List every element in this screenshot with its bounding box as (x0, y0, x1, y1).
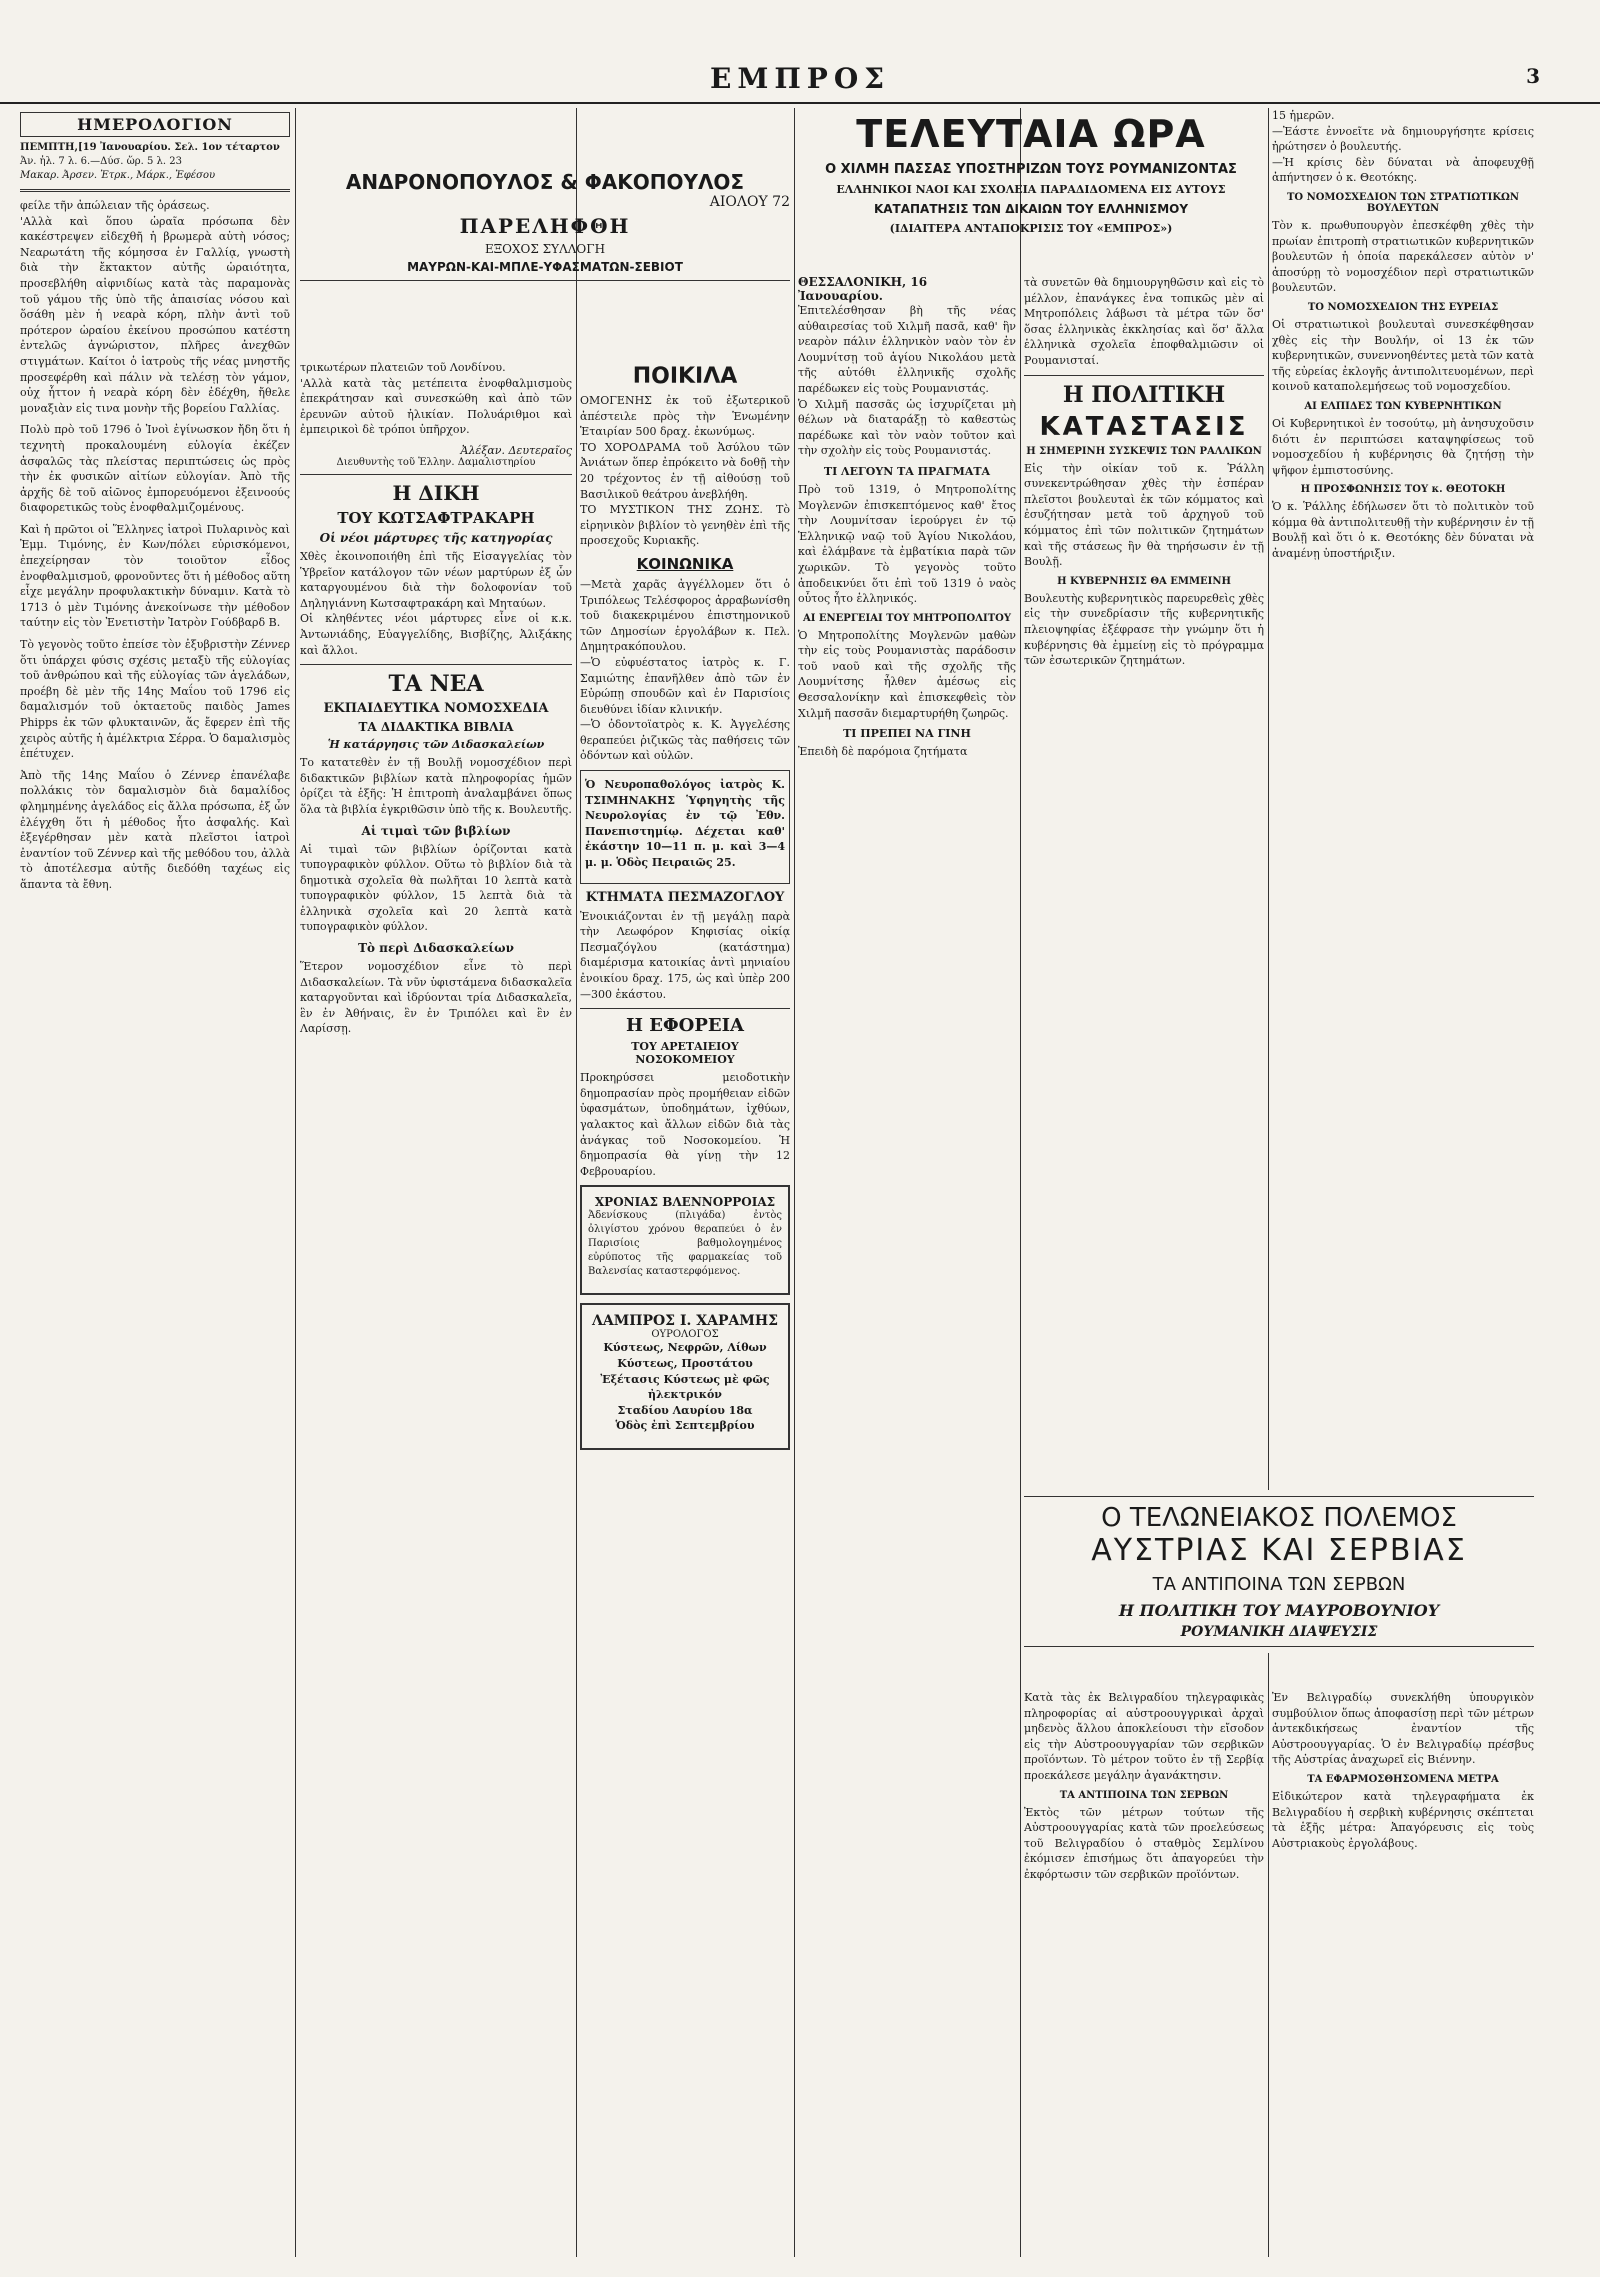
almanac-saints: Μακαρ. Ἀρσεν. Ἐτρκ., Μάρκ., Ἐφέσου (20, 170, 216, 181)
page-number: 3 (1526, 64, 1540, 88)
news-lead: Ἡ κατάργησις τῶν Διδασκαλείων (327, 738, 545, 752)
ad-subline: ΕΞΟΧΟΣ ΣΥΛΛΟΓΗ (484, 242, 606, 256)
doctor-notice (580, 770, 790, 884)
dateline: ΘΕΣΣΑΛΟΝΙΚΗ, 16 Ἰανουαρίου. (798, 275, 928, 303)
war-story-header (1024, 1490, 1534, 1653)
article-paragraph: Βουλευτὴς κυβερνητικὸς παρευρεθεὶς χθὲς εἰς τὴν συνεδρίασιν τῆς κυβερνητικῆς πλειοψηφίας ἐξέφρασε τὴν γνώμην ὅτι ἡ κυβέρνησις θὰ ἐμμείνῃ εἰς τὸ πρόγραμμα τῶν ἐσωτερικῶν ζητημάτων. (1024, 591, 1268, 668)
ad-street: ΑΙΟΛΟΥ 72 (709, 194, 790, 210)
politics-subheadline: Η ΣΗΜΕΡΙΝΗ ΣΥΣΚΕΨΙΣ ΤΩΝ ΡΑΛΛΙΚΩΝ (1026, 445, 1262, 457)
war-subheadline: ΤΑ ΑΝΤΙΠΟΙΝΑ ΤΩΝ ΣΕΡΒΩΝ (1152, 1574, 1406, 1595)
article-paragraph: Πολὺ πρὸ τοῦ 1796 ὁ Ἰνοὶ ἐγίνωσκον ἤδη ὅτι ἡ τεχνητὴ προκαλουμένη εὐλογία ἐκέζεν ἀσφαλῶς τὰς πλείστας περιπτώσεις ὡς πρὸς τὴν ἐκ φυσικῶν αἰτίων εὐλογίαν. Ἀπὸ τῆς ἀρχῆς δὲ τοῦ αἰῶνος ἐμπορευόμενοι ἐξεινοούς διαφορετικῶς τοὺς ἐνοφθαλμιζομένους. (20, 423, 294, 515)
article-paragraph: 15 ἡμερῶν. —Ἐάστε ἐννοεῖτε νὰ δημιουργήσητε κρίσεις ἠρώτησεν ὁ βουλευτής. —Ἡ κρίσις δὲν δύναται νὰ ἀποφευχθῇ ἀπήντησεν ὁ κ. Θεοτόκης. (1272, 109, 1534, 185)
ad-subline: ΜΑΥΡΩΝ-ΚΑΙ-ΜΠΛΕ-ΥΦΑΣΜΑΤΩΝ-ΣΕΒΙΟΤ (407, 260, 683, 274)
war-headline: ΑΥΣΤΡΙΑΣ ΚΑΙ ΣΕΡΒΙΑΣ (1091, 1533, 1467, 1568)
trial-deck: Οἱ νέοι μάρτυρες τῆς κατηγορίας (319, 530, 553, 545)
section-heading: ΤΟ ΝΟΜΟΣΧΕΔΙΟΝ ΤΗΣ ΕΥΡΕΙΑΣ (1307, 301, 1499, 313)
advertisement-fabrics (300, 170, 790, 287)
article-paragraph: Τὸ γεγονὸς τοῦτο ἐπείσε τὸν ἐξυβριστὴν Ζέννερ ὅτι ὑπάρχει φύσις σχέσις μεταξὺ τῆς εὐλογίας τοῦ ἀνθρώπου καὶ τῆς εὐλογίας τῶν ἀγελάδων, προέβη δὲ μὲν τῆς 14ης Μαΐου τοῦ 1796 εἰς δαμαλισμόν τοῦ ὀκταετοῦς παιδὸς James Phipps ἐκ τῶν φλυκταινῶν, ἅς ἔφερεν ἐπὶ τῆς χειρὸς αὐτῆς ἡ ἀμέλκτρια Σέρρα. Ὁ δαμαλισμὸς ἐπέτυχεν. (20, 638, 294, 761)
column-rule (1020, 108, 1021, 2257)
column-misc (580, 360, 794, 2257)
ad-text: Ἀδενίσκους (πλιγάδα) ἐντὸς ὀλιγίστου χρόνου θεραπεύει ὁ ἐν Παρισίοις βαθμολογημένος εὐρύποτος τῆς φαρμακείας τοῦ Βαλενσίας καταστερφόμενος. (588, 1210, 786, 1278)
article-paragraph: τρικωτέρων πλατειῶν τοῦ Λονδίνου. 'Αλλὰ κατὰ τὰς μετέπειτα ἐνοφθαλμισμοὺς ἐπεκράτησαν καὶ συνεσκώθη καὶ ἀπὸ τῶν ἐρευνῶν αὐτοῦ ἡλικίαν. Πολυάριθμοι καὶ ἐμπειρικοὶ δὲ τρόποι ὑπῆρχον. (300, 361, 572, 437)
lead-deck: ΚΑΤΑΠΑΤΗΣΙΣ ΤΩΝ ΔΙΚΑΙΩΝ ΤΟΥ ΕΛΛΗΝΙΣΜΟΥ (873, 202, 1189, 216)
divider (580, 1008, 790, 1009)
article-paragraph: Οἱ Κυβερνητικοὶ ἐν τοσούτῳ, μὴ ἀνησυχοῦσιν διότι ἐν περιπτώσει καταψηφίσεως τοῦ νομοσχεδίου ἡ κυβέρνησις θὰ ζητήσῃ τὴν ψῆφον ἐμπιστοσύνης. (1272, 416, 1538, 477)
article-paragraph: Τὸν κ. πρωθυπουργὸν ἐπεσκέφθη χθὲς τὴν πρωίαν ἐπιτροπὴ στρατιωτικῶν κυβερνητικῶν βουλευτῶν ἡ ὁποία παρεκάλεσεν αὐτὸν ν' ἀποσύρῃ τὸ νομοσχέδιον περὶ στρατιωτικῶν βουλευτῶν. (1272, 218, 1538, 295)
news-subheadline: ΕΚΠΑΙΔΕΥΤΙΚΑ ΝΟΜΟΣΧΕΔΙΑ (323, 701, 549, 717)
war-subheadline: Η ΠΟΛΙΤΙΚΗ ΤΟΥ ΜΑΥΡΟΒΟΥΝΙΟΥ (1118, 1601, 1440, 1620)
divider (1024, 375, 1264, 376)
article-paragraph: —Μετὰ χαρᾶς ἀγγέλλομεν ὅτι ὁ Τριπόλεως Τελέσφορος ἀρραβωνίσθη τοῦ διακεκριμένου ἐπιστημονικοῦ τῶν Δημοσίων ἐργολάβων κ. Πελ. Δημητρακόπουλου. —Ὁ εὐφυέστατος ἰατρὸς κ. Γ. Σαμιώτης ἐπανῆλθεν ἀπὸ τῶν ἐν Εὐρώπῃ σπουδῶν καὶ ἐν Παρισίοις διευθύνει ἰδίαν κλινικήν. —Ὁ ὀδοντοϊατρὸς κ. Κ. Ἀγγελέσης θεραπεύει ῥιζικῶς τὰς παθήσεις τῶν ὀδόντων καὶ οὐλῶν. (580, 577, 790, 763)
article-paragraph: Κατὰ τὰς ἐκ Βελιγραδίου τηλεγραφικὰς πληροφορίας αἱ αὐστροουγγρικαὶ ἀρχαὶ μηδενὸς ἄλλου ἀποκλείουσι τὴν εἴσοδον εἰς τὴν Αὐστροουγγαρίαν τῶν σερβικῶν προϊόντων. Τὸ μέτρον τοῦτο ἐν τῇ Σερβίᾳ προεκάλεσε μεγάλην ἀγανάκτησιν. (1024, 1691, 1268, 1782)
section-heading: ΤΙ ΠΡΕΠΕΙ ΝΑ ΓΙΝΗ (843, 727, 971, 741)
section-heading: ΑΙ ΕΛΠΙΔΕΣ ΤΩΝ ΚΥΒΕΡΝΗΤΙΚΩΝ (1304, 400, 1502, 412)
article-paragraph: Ἕτερον νομοσχέδιον εἶνε τὸ περὶ Διδασκαλείων. Τὰ νῦν ὑφιστάμενα διδασκαλεῖα καταργοῦνται καὶ ἱδρύονται τρία Διδασκαλεῖα, ἓν ἐν Ἀθήναις, ἓν ἐν Τριπόλει καὶ ἓν ἐν Λαρίσσῃ. (300, 960, 576, 1036)
trial-subheadline: ΤΟΥ ΚΩΤΣΑΦΤΡΑΚΑΡΗ (337, 508, 535, 527)
news-headline: ΤΑ ΝΕΑ (388, 671, 484, 698)
section-heading: Η ΚΥΒΕΡΝΗΣΙΣ ΘΑ ΕΜΜΕΙΝΗ (1057, 575, 1231, 587)
doctor-notice-text: Ὁ Νευροπαθολόγος ἰατρὸς Κ. ΤΣΙΜΗΝΑΚΗΣ Ὑφηγητὴς τῆς Νευρολογίας ἐν τῷ Ἐθν. Πανεπιστημίῳ. Δέχεται καθ' ἑκάστην 10—11 π. μ. καὶ 3—4 μ. μ. Ὁδὸς Πειραιῶς 25. (585, 778, 789, 870)
section-heading: ΤΑ ΕΦΑΡΜΟΣΘΗΣΟΜΕΝΑ ΜΕΤΡΑ (1307, 1773, 1499, 1785)
advertisement-urologist (580, 1303, 790, 1450)
masthead (0, 0, 1600, 104)
article-paragraph: τὰ συνετῶν θὰ δημιουργηθῶσιν καὶ εἰς τὸ μέλλον, ἐπανάγκες ἐνα τοπικῶς μὲν αἱ Μητροπόλεις λάβωσι τὰ μέτρα τῶν ὅσ' ὅσας ἑλληνικὰς ἐκκλησίας καὶ ὅσ' ἄλλα ἑλληνικὰ σχολεῖα ἐποφθαλμιῶσιν οἱ Ρουμανισταί. (1024, 276, 1268, 367)
article-paragraph: Ἐκτὸς τῶν μέτρων τούτων τῆς Αὐστροουγγαρίας κατὰ τῶν προελεύσεως τοῦ Βελιγραδίου ὁ σταθμὸς Σεμλίνου ἐκόμισεν ἐπισήμως ὅτι ἀπαγορεύει τὴν ἐκφόρτωσιν τῶν σερβικῶν προϊόντων. (1024, 1805, 1268, 1881)
section-heading: ΤΟ ΝΟΜΟΣΧΕΔΙΟΝ ΤΩΝ ΣΤΡΑΤΙΩΤΙΚΩΝ ΒΟΥΛΕΥΤΩΝ (1286, 191, 1520, 214)
signature: Ἀλέξαν. Δευτεραῖος (460, 443, 572, 457)
article-paragraph: Εἰδικώτερον κατὰ τηλεγραφήματα ἐκ Βελιγραδίου ἡ σερβικὴ κυβέρνησις σκέπτεται τὰ ἑξῆς μέτρα: Ἀπαγόρευσις εἰς τοὺς Αὐστριακοὺς ἐργολάβους. (1272, 1789, 1538, 1850)
politics-headline: ΚΑΤΑΣΤΑΣΙΣ (1039, 411, 1249, 442)
war-headline: Ο ΤΕΛΩΝΕΙΑΚΟΣ ΠΟΛΕΜΟΣ (1101, 1503, 1457, 1533)
almanac-heading: ΗΜΕΡΟΛΟΓΙΟΝ (20, 112, 290, 137)
column-rule (794, 108, 795, 2257)
column-war-left (1024, 1690, 1268, 2257)
ephor-subheadline: ΤΟΥ ΑΡΕΤΑΙΕΙΟΥ ΝΟΣΟΚΟΜΕΙΟΥ (631, 1040, 739, 1067)
article-paragraph: Οἱ στρατιωτικοὶ βουλευταὶ συνεσκέφθησαν χθὲς εἰς τὴν Βουλήν, οἱ 13 ἐκ τῶν κυβερνητικῶν, συνεννοηθέντες μετὰ τῶν κατὰ τῆς εὐρείας ἐκλογῆς ἀντιπολιτευομένων, περὶ κοινοῦ καταπολεμήσεως τοῦ νομοσχεδίου. (1272, 317, 1538, 394)
article-paragraph: Ἐν Βελιγραδίῳ συνεκλήθη ὑπουργικὸν συμβούλιον ὅπως ἀποφασίσῃ περὶ τῶν μέτρων ἀντεκδικήσεως ἐναντίον τῆς Αὐστροουγγαρίας. Ὁ ἐν Βελιγραδίῳ πρέσβυς τῆς Αὐστρίας ἀναχωρεῖ εἰς Βιέννην. (1272, 1691, 1538, 1767)
article-paragraph: Χθὲς ἐκοινοποιήθη ἐπὶ τῆς Εἰσαγγελίας τὸν Ὑβρεῖον κατάλογον τῶν νέων μαρτύρων ἐξ ὧν καταργουμένου διὰ τὴν δολοφονίαν τοῦ Δηληγιάννη Κωτσαφτρακάρη καὶ Μηταύων. Οἱ κληθέντες νέοι μάρτυρες εἶνε οἱ κ.κ. Ἀντωνιάδης, Εὐαγγελίδης, Βισβίζης, Ἀλιξάκης καὶ ἄλλοι. (300, 549, 572, 657)
article-paragraph: Ὁ Μητροπολίτης Μογλενῶν μαθὼν τὴν εἰς τοὺς Ρουμανιστὰς παράδοσιν τοῦ ναοῦ καὶ τῆς σχολῆς τῆς Λουμνίτσης ἦλθεν ἀμέσως εἰς Θεσσαλονίκην καὶ ἐπισκεφθεὶς τὸν Χιλμῆ πασσᾶν διεμαρτυρήθη ζωηρῶς. (798, 628, 1020, 720)
article-paragraph: Πρὸ τοῦ 1319, ὁ Μητροπολίτης Μογλενῶν ἐπισκεπτόμενος καθ' ἔτος τὴν Λουμνίτσαν ἱερούργει ἐν τῷ Ἑλληνικῷ ναῷ τοῦ Ἁγίου Νικολάου, καὶ ἐλάμβανε τὰ ἐμβατίκια παρὰ τῶν χωρικῶν. Τὸ γεγονὸς τοῦτο ἀποδεικνύει ὅτι ἐπὶ τοῦ 1319 ὁ ναὸς οὗτος ἦτο ἑλληνικός. (798, 482, 1020, 606)
article-paragraph: Το κατατεθὲν ἐν τῇ Βουλῇ νομοσχέδιον περὶ διδακτικῶν βιβλίων κατὰ πληροφορίας ἡμῶν ὁρίζει τὰ ἑξῆς: Ἡ ἐπιτροπὴ ἀναλαμβάνει ὅπως ὅλα τὰ βιβλία ἐγκριθῶσιν ὑπὸ τῆς κ. Βουλευτῆς. (300, 756, 576, 816)
article-paragraph: Ἐπειδὴ δὲ παρόμοια ζητήματα (798, 745, 968, 759)
column-rule (1268, 108, 1269, 2257)
social-headline: ΚΟΙΝΩΝΙΚΑ (636, 554, 734, 573)
article-paragraph: ΟΜΟΓΕΝΗΣ ἐκ τοῦ ἐξωτερικοῦ ἀπέστειλε πρὸς τὴν Ἑνωμένην Ἑταιρίαν 500 δραχ. ἐκωνύμως. ΤΟ ΧΟΡΟΔΡΑΜΑ τοῦ Ἀσύλου τῶν Ἀνιάτων ὅπερ ἐπρόκειτο νὰ δοθῇ τὴν 20 τρέχοντος ἐν τῇ αἰθούσῃ τοῦ Βασιλικοῦ θεάτρου ἀνεβλήθη. ΤΟ ΜΥΣΤΙΚΟΝ ΤΗΣ ΖΩΗΣ. Τὸ εἰρηνικὸν βιβλίον τὸ γενηθὲν ἐπὶ τῆς προσεχοῦς Κυριακῆς. (580, 394, 790, 548)
article-paragraph: φείλε τῆν ἀπώλειαν τῆς ὁράσεως. 'Αλλὰ καὶ ὅπου ὡραῖα πρόσωπα δὲν κακέστρεψεν εἰδεχθῆ ἡ βρωμερὰ αὐτὴ νόσος; Νεαρωτάτη τῆς κόμησσα ἐν Γαλλίᾳ, γνωστὴ διὰ τὴν ἔκτακτον αὐτῆς ὡραιότητα, προσεβλήθη αἰφνιδίως κατὰ τὰς παραμονὰς τοῦ γάμου τῆς ὑπὸ τῆς ἀπαισίας νόσου καὶ ὅσάθη μὲν ἡ νεαρὰ κόρη, πλὴν ἀντὶ τοῦ πρότερον ὡραίου ἐκείνου προσώπου κατέστη ἐντελῶς ἀγνώριστον, πλῆρες ἀνεχθῶν στιγμάτων. Καίτοι ὁ ἱατροὺς τῆς νέας μνηστῆς προσεφέρθη καὶ πάλιν νὰ τελέσῃ τὸν γάμον, οὐχ ἧττον ἡ νεαρὰ κόρη δὲν ἐδέχθη, ἤθελε μοναξιὰν εἰς τινα μονὴν τῆς βορείου Γαλλίας. (20, 199, 290, 415)
divider (20, 189, 290, 192)
ad-firm-name: ΑΝΔΡΟΝΟΠΟΥΛΟΣ & ΦΑΚΟΠΟΥΛΟΣ (345, 170, 745, 194)
article-paragraph: Προκηρύσσει μειοδοτικὴν δημοπρασίαν πρὸς προμήθειαν εἰδῶν ὑφασμάτων, ὑποδημάτων, ἰχθύων, γαλακτος καὶ ἄλλων εἰδῶν διὰ τὰς ἀνάγκας τοῦ Νοσοκομείου. Ἡ δημοπρασία θὰ γίνῃ τὴν 12 Φεβρουαρίου. (580, 1071, 794, 1178)
section-heading: Η ΠΡΟΣΦΩΝΗΣΙΣ ΤΟΥ κ. ΘΕΟΤΟΚΗ (1300, 484, 1506, 496)
article-paragraph: Ἐπιτελέσθησαν βὴ τῆς νέας αὐθαιρεσίας τοῦ Χιλμῆ πασᾶ, καθ' ἣν νεαρὸν πάλιν ἑλληνικὸν ναὸν τὸν ἐν Λουμνίτσῃ τοῦ ἁγίου Νικολάου μετὰ τῆς αὐτόθι ἑλληνικῆς σχολῆς παρέδωκεν εἰς τοὺς Ρουμανιστάς. Ὁ Χιλμῆ πασσᾶς ὡς ἰσχυρίζεται μὴ θέλων νὰ διαταράξῃ τὸ καθεστὼς παρέδωκε καὶ τὸν ναὸν τοῦτον καὶ τὴν σχολὴν εἰς τοὺς Ρουμανιστάς. (798, 304, 1016, 458)
column-war-right (1272, 1690, 1538, 2257)
divider (300, 280, 790, 281)
section-heading: Αἱ τιμαὶ τῶν βιβλίων (361, 823, 511, 838)
column-rule (295, 108, 296, 2257)
ephor-headline: Η ΕΦΟΡΕΙΑ (626, 1015, 744, 1037)
section-heading: ΤΙ ΛΕΓΟΥΝ ΤΑ ΠΡΑΓΜΑΤΑ (823, 464, 991, 478)
article-paragraph: Αἱ τιμαὶ τῶν βιβλίων ὁρίζονται κατὰ τυπογραφικὸν φύλλον. Οὕτω τὸ βιβλίον διὰ τὰ δημοτικὰ σχολεῖα θὰ πωλῆται 10 λεπτὰ κατὰ τυπογραφικὸν φύλλον, 15 λεπτὰ διὰ τὰ ἑλληνικὰ σχολεῖα καὶ 20 λεπτὰ κατὰ τυπογραφικὸν φύλλον. (300, 842, 576, 934)
lead-deck: Ο ΧΙΛΜΗ ΠΑΣΣΑΣ ΥΠΟΣΤΗΡΙΖΩΝ ΤΟΥΣ ΡΟΥΜΑΝΙΖΟΝΤΑΣ (825, 162, 1237, 177)
politics-headline: Η ΠΟΛΙΤΙΚΗ (1062, 381, 1226, 408)
signature-title: Διευθυντὴς τοῦ Ἑλλην. Δαμαλιστηρίου (336, 456, 536, 468)
column-news (300, 360, 576, 2257)
newspaper-title: ΕΜΠΡΟΣ (709, 62, 891, 95)
ad-headline: ΠΑΡΕΛΗΦΘΗ (459, 214, 631, 238)
article-paragraph: Ὁ κ. Ῥάλλης ἐδήλωσεν ὅτι τὸ πολιτικὸν τοῦ κόμμα θὰ ἀντιπολιτευθῇ τὴν κυβέρνησιν ἐν τῇ Βουλῇ καὶ ὅτι ὁ κ. Θεοτόκης δὲν δύναται νὰ ἀναμένῃ ὑποστήριξιν. (1272, 500, 1538, 561)
ad-subtitle: ΟΥΡΟΛΟΓΟΣ (651, 1329, 719, 1341)
article-paragraph: Καὶ ἡ πρῶτοι οἱ Ἕλληνες ἰατροὶ Πυλαρινὸς καὶ Ἐμμ. Τιμόνης, ἐν Κων/πόλει εὐρισκόμενοι, ἐπεχείρησαν τὸν τοιοῦτον εἶδος ἐνοφθαλμισμοῦ, φρονοῦντες ὅτι ἡ μέθοδος αὕτη εἶχε μεγάλην προφυλακτικὴν δύναμιν. Κατὰ τὸ 1713 ὁ μὲν Τιμόνης ἀνεκοίνωσε τὴν μέθοδον ταύτην εἰς τὸν Ἐνετιστὴν Ἰατρὸν Γούδβαρδ Β. (20, 522, 294, 630)
section-heading: ΤΑ ΑΝΤΙΠΟΙΝΑ ΤΩΝ ΣΕΡΒΩΝ (1059, 1789, 1229, 1801)
misc-headline: ΠΟΙΚΙΛΑ (632, 364, 738, 389)
column-almanac (20, 108, 294, 2257)
divider (1024, 1496, 1534, 1497)
ad-title: ΧΡΟΝΙΑΣ ΒΛΕΝΝΟΡΡΟΙΑΣ (594, 1195, 776, 1210)
ad-title: ΛΑΜΠΡΟΣ Ι. ΧΑΡΑΜΗΣ (592, 1313, 778, 1330)
advertisement-clinic (580, 1185, 790, 1295)
article-paragraph: Εἰς τὴν οἰκίαν τοῦ κ. Ῥάλλη συνεκεντρώθησαν χθὲς τὴν ἑσπέραν πλεῖστοι βουλευταὶ ἐκ τῶν κόμματος καὶ ἐσυζήτησαν μετὰ τοῦ ἀρχηγοῦ τοῦ κόμματος ἐπὶ τῶν πολιτικῶν ζητημάτων καὶ τῆς στάσεως ἣν θὰ τηρήσωσιν ἐν τῇ Βουλῇ. (1024, 461, 1268, 569)
ad-text: Κύστεως, Νεφρῶν, Λίθων Κύστεως, Προστάτου Ἐξέτασις Κύστεως μὲ φῶς ἠλεκτρικόν Σταδίου Λαυρίου 18α Ὁδὸς ἐπὶ Σεπτεμβρίου (600, 1341, 770, 1433)
article-paragraph: Ἐνοικιάζονται ἐν τῇ μεγάλῃ παρὰ τὴν Λεωφόρον Κηφισίας οἰκίᾳ Πεσμαζόγλου (κατάστημα) διαμέρισμα κατοικίας ἀντὶ μηνιαίου ἐνοικίου δραχ. 175, ὡς καὶ ὑπὲρ 200—300 ἑκάστου. (580, 909, 794, 1001)
column-rule (576, 108, 577, 2257)
article-paragraph: Ἀπὸ τῆς 14ης Μαΐου ὁ Ζέννερ ἐπανέλαβε πολλάκις τὸν δαμαλισμὸν διὰ δαμαλίδος φλημημένης ἀγελάδος εἰς ἄλλα πρόσωπα, ἐξ ὧν ἐλέγχθη ὅτι ἡ μέθοδος ἦτο ἀσφαλής. Καὶ ἐξεγέρθησαν μὲν κατὰ πλεῖστοι ἰατροὶ ἐναντίον τοῦ Ζέννερ καὶ τῆς μεθόδου του, ἀλλὰ τὸ ἀποτέλεσμα αὐτῆς διεδόθη ταχέως εἰς ἅπαντα τὰ ἔθνη. (20, 768, 294, 891)
trial-headline: Η ΔΙΚΗ (392, 480, 480, 505)
news-deck: ΤΑ ΔΙΔΑΚΤΙΚΑ ΒΙΒΛΙΑ (358, 720, 514, 735)
divider (1024, 1646, 1534, 1647)
almanac-sun: Ἀν. ἡλ. 7 λ. 6.—Δύσ. ὥρ. 5 λ. 23 (20, 156, 182, 167)
divider (300, 474, 572, 475)
column-lead (798, 275, 1020, 2257)
estate-headline: ΚΤΗΜΑΤΑ ΠΕΣΜΑΖΟΓΛΟΥ (585, 889, 785, 905)
lead-deck: ΕΛΛΗΝΙΚΟΙ ΝΑΟΙ ΚΑΙ ΣΧΟΛΕΙΑ ΠΑΡΑΔΙΔΟΜΕΝΑ ΕΙΣ ΑΥΤΟΥΣ (836, 183, 1226, 196)
lead-deck: (ΙΔΙΑΙΤΕΡΑ ΑΝΤΑΠΟΚΡΙΣΙΣ ΤΟΥ «ΕΜΠΡΟΣ») (889, 222, 1173, 235)
divider (300, 664, 572, 665)
section-heading: Τὸ περὶ Διδασκαλείων (358, 941, 514, 956)
section-heading: ΑΙ ΕΝΕΡΓΕΙΑΙ ΤΟΥ ΜΗΤΡΟΠΟΛΙΤΟΥ (803, 612, 1011, 624)
lead-headline: ΤΕΛΕΥΤΑΙΑ ΩΡΑ (856, 112, 1206, 156)
almanac-date: ΠΕΜΠΤΗ,[19 Ἰανουαρίου. Σελ. 1ον τέταρτον (20, 142, 280, 153)
war-subheadline: ΡΟΥΜΑΝΙΚΗ ΔΙΑΨΕΥΣΙΣ (1180, 1624, 1378, 1640)
lead-story-header (798, 112, 1264, 235)
